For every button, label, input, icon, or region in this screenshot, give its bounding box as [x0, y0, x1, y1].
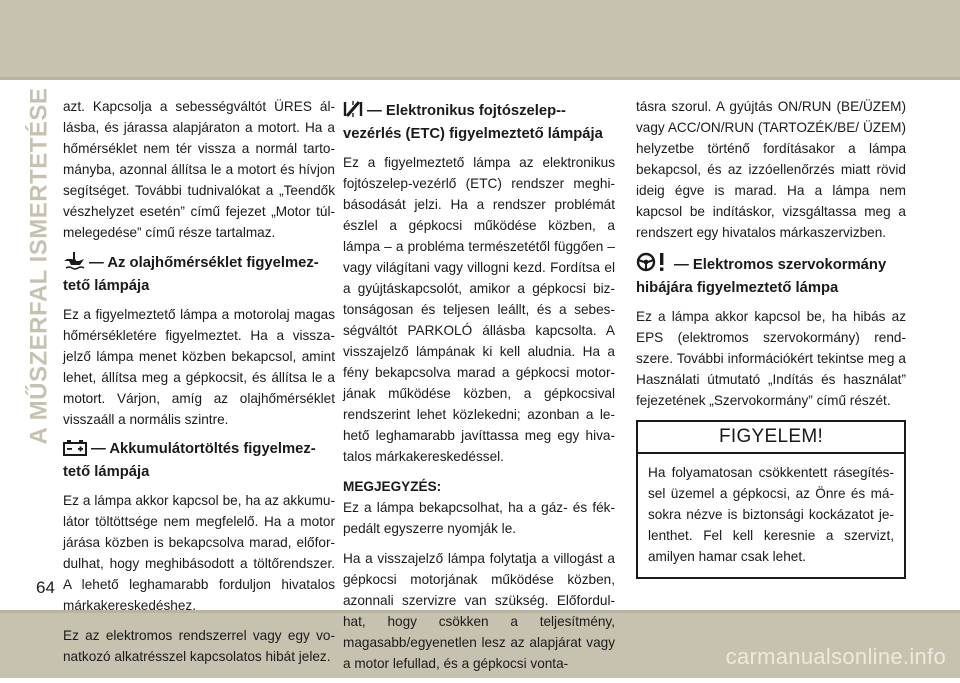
eps-heading-text: — Elektromos szervokormány hibájára figyelmeztető lámpa: [636, 257, 887, 296]
etc-paragraph-2: Ha a visszajelző lámpa folytatja a villogást a gépkocsi motorjának működése közben, azonnali szervizre van szükség. Előfordul-hat, hogy csökken a teljesítmény, magasabb/egyenetlen lesz az alapjárat vagy a motor lefullad, és a gépkocsi vonta-: [343, 551, 615, 671]
throttle-control-icon: [343, 100, 363, 124]
intro-paragraph: azt. Kapcsolja a sebességváltót ÜRES ál-lásba, és járassa alapjáraton a motort. Ha a hőmérséklet nem tér vissza a normál tarto-mányba, azonnal állítsa le a motort és hívjon segítséget. További tudnivalókat a „Teendők vészhelyzet esetén” című fejezet „Motor túl-melegedése” című része tartalmaz.: [63, 99, 335, 240]
page-number: 64: [36, 578, 55, 597]
etc-heading-text: — Elektronikus fojtószelep--vezérlés (ETC) figyelmeztető lámpája: [343, 103, 603, 142]
column-2: [343, 96, 615, 683]
warning-text: Ha folyamatosan csökkentett rásegítés-sel üzemel a gépkocsi, az Önre és má-sokra nézve is biztonsági kockázatot je-lenthet. Fel kell keresnie a szervizt, amilyen hamar csak lehet.: [648, 465, 894, 564]
oil-temp-heading: [63, 252, 335, 296]
steering-wheel-warning-icon: [636, 252, 670, 278]
note-text: Ez a lámpa bekapcsolhat, ha a gáz- és fék-pedált egyszerre nyomják le.: [343, 500, 615, 536]
battery-heading-text: — Akkumulátortöltés figyelmez-tető lámpája: [63, 441, 316, 480]
column-3: [636, 96, 906, 579]
oil-temp-heading-text: — Az olajhőmérséklet figyelmez-tető lámpája: [63, 255, 319, 294]
eps-paragraph: Ez a lámpa akkor kapcsol be, ha hibás az EPS (elektromos szervokormány) rend-szere. További információkért tekintse meg a Használati útmutató „Indítás és használat” fejezetének „Szervokormány” című részét.: [636, 309, 906, 408]
battery-icon: [63, 440, 87, 462]
continued-paragraph: tásra szorul. A gyújtás ON/RUN (BE/ÜZEM) vagy ACC/ON/RUN (TARTOZÉK/BE/ ÜZEM) helyzetbe történő fordításakor a lámpa bekapcsol, és az izzóellenőrzés miatt rövid ideig égve is marad. Ha a lámpa nem kapcsol be indításkor, vizsgáltassa meg a rendszert egy hivatalos márkaszervizben.: [636, 99, 906, 240]
warning-title: FIGYELEM!: [638, 422, 904, 454]
section-title: A MŰSZERFAL ISMERTETÉSE: [25, 87, 52, 445]
warning-box: [636, 420, 906, 579]
column-1: [63, 96, 335, 676]
etc-paragraph: Ez a figyelmeztető lámpa az elektronikus fojtószelep-vezérlő (ETC) rendszer meghi-básodását jelzi. Ha a rendszer problémát észlel a gépkocsi működése közben, a lámpa – a probléma természetétől függően – vagy világítani vagy villogni kezd. Fordítsa el a gyújtáskapcsolót, amikor a gépkocsi biz-tonságosan és teljesen leállt, és a sebes-ségváltót PARKOLÓ állásba kapcsolta. A visszajelző lámpának ki kell aludnia. Ha a fény bekapcsolva marad a gépkocsi motor-jának működése közben, a gépkocsival rendszerint lehet közlekedni; azonban a le-hető leghamarabb javíttassa meg egy hiva-talos márkakereskedéssel.: [343, 155, 615, 464]
eps-heading: [636, 252, 906, 298]
top-band: [0, 0, 960, 80]
etc-heading: [343, 100, 615, 144]
note: [343, 476, 615, 539]
battery-paragraph-2: Ez az elektromos rendszerrel vagy egy vo-natkozó alkatrésszel kapcsolatos hibát jelez.: [63, 628, 335, 664]
battery-heading: [63, 439, 335, 482]
section-side-tab: [24, 87, 54, 445]
battery-paragraph-1: Ez a lámpa akkor kapcsol be, ha az akkumu-látor töltöttsége nem megfelelő. Ha a motor járása közben is bekapcsolva marad, előfor-dulhat, hogy meghibásodott a töltőrendszer. A lehető leghamarabb forduljon hivatalos márkakereskedéshez.: [63, 493, 335, 613]
oil-temp-paragraph: Ez a figyelmeztető lámpa a motorolaj magas hőmérsékletére figyelmeztet. Ha a vissza-jelző lámpa menet közben bekapcsol, amint lehet, állítsa meg a gépkocsit, és állítsa le a motort. Várjon, amíg az olajhőmérséklet visszaáll a normális szintre.: [63, 307, 335, 427]
note-label: MEGJEGYZÉS:: [343, 479, 442, 494]
oil-temperature-icon: [63, 252, 85, 276]
watermark: carmanualsonline.info: [725, 644, 946, 669]
